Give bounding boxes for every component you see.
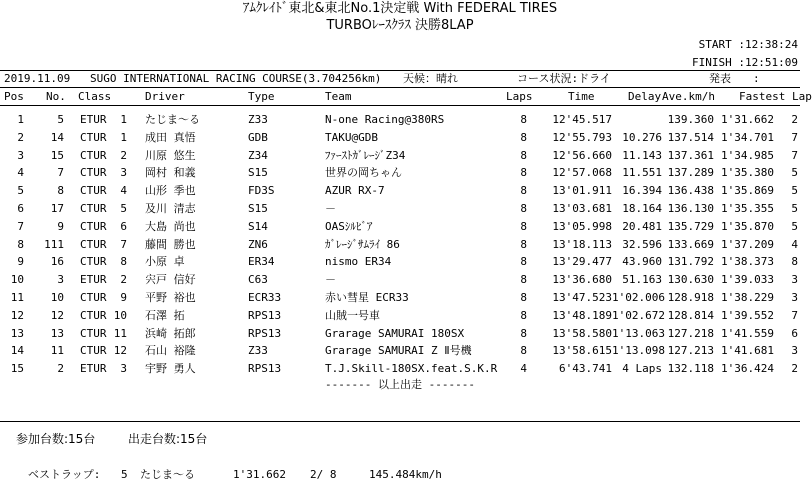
cell-no: 13: [50, 326, 64, 340]
finish-time: FINISH :12:51:09: [692, 56, 798, 69]
header-class: Class: [78, 90, 112, 103]
cell-fastest-lap: 2: [791, 113, 798, 126]
cell-driver: 山形 季也: [145, 184, 196, 198]
best-lap-driver: たじま～る: [140, 468, 195, 481]
cell-driver: 宇野 勇人: [145, 362, 196, 376]
cell-fastest-lap: 2: [791, 362, 798, 376]
cell-team: OASｼﾙﾋﾞｱ: [325, 219, 373, 233]
cell-fastest: 1'38.373: [721, 255, 774, 269]
cell-fastest: 1'41.681: [721, 344, 774, 358]
starters-count: 出走台数:15台: [128, 432, 208, 446]
cell-avg: 131.792: [667, 255, 714, 269]
cell-type: Z33: [248, 344, 268, 358]
cell-time: 13'03.681: [552, 202, 612, 215]
cell-avg: 127.213: [667, 344, 714, 358]
cell-class-pos: 10: [113, 308, 127, 322]
cell-fastest-lap: 4: [791, 237, 798, 251]
cell-time: 12'56.660: [552, 148, 612, 162]
cell-laps: 8: [520, 326, 527, 340]
cell-class-pos: 2: [120, 148, 127, 162]
cell-type: S15: [248, 166, 268, 180]
cell-fastest-lap: 7: [791, 148, 798, 162]
cell-team: 山賊一号車: [325, 308, 380, 322]
cell-laps: 8: [520, 344, 527, 358]
track-condition: コース状況:ドライ: [517, 72, 611, 85]
cell-type: ZN6: [248, 237, 268, 251]
cell-class-pos: 8: [120, 255, 127, 269]
cell-no: 15: [50, 148, 64, 162]
cell-fastest-lap: 5: [791, 184, 798, 198]
cell-laps: 8: [520, 308, 527, 322]
cell-delay: 11.143: [622, 148, 662, 162]
cell-driver: 川原 悠生: [145, 148, 196, 162]
cell-fastest-lap: 3: [791, 344, 798, 358]
cell-fastest-lap: 5: [791, 166, 798, 180]
cell-laps: 8: [520, 202, 527, 215]
cell-class: ETUR: [80, 273, 107, 287]
cell-driver: 浜崎 拓郎: [145, 326, 196, 340]
cell-no: 111: [44, 237, 64, 251]
cell-no: 14: [50, 130, 64, 144]
cell-no: 11: [50, 344, 64, 358]
cell-type: S14: [248, 219, 268, 233]
cell-time: 13'58.580: [552, 326, 612, 340]
cell-class-pos: 1: [120, 113, 127, 126]
cell-type: GDB: [248, 130, 268, 144]
cell-delay: 1'13.098: [612, 344, 665, 358]
cell-pos: 7: [17, 219, 24, 233]
cell-class: CTUR: [80, 291, 107, 304]
cell-class: CTUR: [80, 202, 107, 215]
cell-class: CTUR: [80, 166, 107, 180]
cell-avg: 137.361: [667, 148, 714, 162]
cell-type: ECR33: [248, 291, 282, 304]
cell-time: 13'48.189: [552, 308, 612, 322]
cell-time: 13'29.477: [552, 255, 612, 269]
race-subtitle: TURBOﾚｰｽｸﾗｽ 決勝8LAP: [326, 18, 474, 33]
cell-no: 5: [57, 113, 64, 126]
cell-delay: 20.481: [622, 219, 662, 233]
cell-delay: 11.551: [622, 166, 662, 180]
cell-no: 12: [50, 308, 64, 322]
cell-fastest-lap: 7: [791, 308, 798, 322]
cell-class: CTUR: [80, 148, 107, 162]
cell-class-pos: 4: [120, 184, 127, 198]
cell-team: nismo ER34: [325, 255, 392, 269]
cell-time: 13'36.680: [552, 273, 612, 287]
cell-class-pos: 3: [120, 362, 127, 376]
race-title: ｱﾑｸﾚｲﾄﾞ東北&東北No.1決定戦 With FEDERAL TIRES: [242, 1, 558, 16]
cell-team: T.J.Skill-180SX.feat.S.K.R: [325, 362, 498, 376]
best-lap-speed: 145.484km/h: [369, 468, 442, 481]
cell-fastest-lap: 7: [791, 130, 798, 144]
cell-no: 7: [57, 166, 64, 180]
cell-avg: 136.438: [667, 184, 714, 198]
cell-pos: 13: [10, 326, 24, 340]
header-avg: Ave.km/h: [662, 90, 715, 103]
cell-laps: 8: [520, 255, 527, 269]
cell-team: ﾌｧｰｽﾄｶﾞﾚｰｼﾞZ34: [325, 148, 406, 162]
cell-avg: 135.729: [667, 219, 714, 233]
cell-avg: 133.669: [667, 237, 714, 251]
cell-class-pos: 9: [120, 291, 127, 304]
cell-time: 12'55.793: [552, 130, 612, 144]
cell-no: 8: [57, 184, 64, 198]
cell-driver: 平野 裕也: [145, 291, 196, 304]
cell-type: C63: [248, 273, 268, 287]
cell-fastest-lap: 3: [791, 273, 798, 287]
race-date: 2019.11.09: [4, 72, 71, 85]
cell-pos: 15: [10, 362, 24, 376]
best-lap-no: 5: [121, 468, 128, 481]
cell-time: 6'43.741: [559, 362, 612, 376]
cell-fastest-lap: 3: [791, 291, 798, 304]
cell-type: Z34: [248, 148, 268, 162]
cell-class-pos: 1: [120, 130, 127, 144]
cell-type: RPS13: [248, 362, 282, 376]
divider: [0, 70, 800, 71]
cell-pos: 6: [17, 202, 24, 215]
cell-team: －: [325, 273, 336, 287]
cell-type: FD3S: [248, 184, 275, 198]
cell-no: 16: [50, 255, 64, 269]
cell-laps: 4: [520, 362, 527, 376]
cell-driver: 石山 裕隆: [145, 344, 196, 358]
cell-fastest-lap: 5: [791, 219, 798, 233]
cell-driver: 大島 尚也: [145, 219, 196, 233]
cell-delay: 4 Laps: [622, 362, 662, 376]
cell-no: 9: [57, 219, 64, 233]
cell-delay: 1'02.672: [612, 308, 665, 322]
cell-avg: 132.118: [667, 362, 714, 376]
cell-class: CTUR: [80, 130, 107, 144]
cell-avg: 128.814: [667, 308, 714, 322]
cell-class: CTUR: [80, 219, 107, 233]
cell-laps: 8: [520, 166, 527, 180]
cell-pos: 10: [10, 273, 24, 287]
cell-team: 赤い彗星 ECR33: [325, 291, 409, 304]
cell-team: Grarage SAMURAI Z Ⅱ号機: [325, 344, 472, 358]
cell-class: CTUR: [80, 255, 107, 269]
cell-fastest: 1'38.229: [721, 291, 774, 304]
cell-delay: 51.163: [622, 273, 662, 287]
cell-class-pos: 11: [113, 326, 127, 340]
cell-team: AZUR RX-7: [325, 184, 385, 198]
cell-avg: 137.514: [667, 130, 714, 144]
cell-type: S15: [248, 202, 268, 215]
cell-laps: 8: [520, 219, 527, 233]
cell-avg: 139.360: [667, 113, 714, 126]
cell-pos: 12: [10, 308, 24, 322]
cell-driver: 及川 清志: [145, 202, 196, 215]
cell-class-pos: 5: [120, 202, 127, 215]
cell-laps: 8: [520, 184, 527, 198]
cell-time: 13'01.911: [552, 184, 612, 198]
cell-avg: 136.130: [667, 202, 714, 215]
cell-laps: 8: [520, 291, 527, 304]
cell-pos: 9: [17, 255, 24, 269]
cell-fastest: 1'39.552: [721, 308, 774, 322]
cell-class: CTUR: [80, 184, 107, 198]
cell-laps: 8: [520, 237, 527, 251]
cell-class-pos: 2: [120, 273, 127, 287]
cell-class: CTUR: [80, 326, 107, 340]
header-delay: Delay: [628, 90, 662, 103]
cell-fastest: 1'36.424: [721, 362, 774, 376]
cell-class: ETUR: [80, 362, 107, 376]
cell-fastest: 1'35.355: [721, 202, 774, 215]
cell-driver: 成田 真悟: [145, 130, 196, 144]
cell-fastest: 1'35.380: [721, 166, 774, 180]
cell-pos: 8: [17, 237, 24, 251]
cell-fastest: 1'31.662: [721, 113, 774, 126]
cell-laps: 8: [520, 130, 527, 144]
cell-class-pos: 12: [113, 344, 127, 358]
cell-fastest: 1'35.869: [721, 184, 774, 198]
cell-delay: 18.164: [622, 202, 662, 215]
cell-fastest: 1'34.701: [721, 130, 774, 144]
weather: 天候：晴れ: [403, 72, 458, 85]
cell-team: Grarage SAMURAI 180SX: [325, 326, 465, 340]
cell-class-pos: 6: [120, 219, 127, 233]
cell-fastest: 1'37.209: [721, 237, 774, 251]
cell-class-pos: 7: [120, 237, 127, 251]
cell-delay: 1'13.063: [612, 326, 665, 340]
cell-laps: 8: [520, 148, 527, 162]
cell-fastest-lap: 6: [791, 326, 798, 340]
cell-fastest: 1'41.559: [721, 326, 774, 340]
cell-no: 2: [57, 362, 64, 376]
cell-avg: 137.289: [667, 166, 714, 180]
divider: [0, 105, 800, 106]
end-marker: ------- 以上出走 -------: [325, 378, 475, 391]
cell-laps: 8: [520, 273, 527, 287]
cell-type: ER34: [248, 255, 275, 269]
header-time: Time: [568, 90, 595, 103]
cell-delay: 1'02.006: [612, 291, 665, 304]
header-fastest: Fastest Lap: [739, 90, 812, 103]
cell-pos: 5: [17, 184, 24, 198]
cell-class: CTUR: [80, 237, 107, 251]
cell-class: ETUR: [80, 113, 107, 126]
cell-driver: 石澤 拓: [145, 308, 185, 322]
cell-pos: 4: [17, 166, 24, 180]
cell-pos: 1: [17, 113, 24, 126]
cell-no: 10: [50, 291, 64, 304]
cell-delay: 43.960: [622, 255, 662, 269]
cell-laps: 8: [520, 113, 527, 126]
cell-avg: 128.918: [667, 291, 714, 304]
best-lap-time: 1'31.662: [233, 468, 286, 481]
cell-time: 12'57.068: [552, 166, 612, 180]
cell-fastest: 1'35.870: [721, 219, 774, 233]
cell-driver: 宍戸 信好: [145, 273, 196, 287]
cell-fastest: 1'39.033: [721, 273, 774, 287]
course-name: SUGO INTERNATIONAL RACING COURSE(3.704256km): [90, 72, 382, 85]
divider: [0, 421, 800, 422]
cell-driver: たじま～る: [145, 113, 200, 126]
cell-team: ｶﾞﾚｰｼﾞｻﾑﾗｲ 86: [325, 237, 400, 251]
cell-driver: 岡村 和義: [145, 166, 196, 180]
cell-time: 13'58.615: [552, 344, 612, 358]
header-no: No.: [46, 90, 66, 103]
cell-delay: 10.276: [622, 130, 662, 144]
cell-class: CTUR: [80, 308, 107, 322]
cell-time: 13'05.998: [552, 219, 612, 233]
cell-pos: 14: [10, 344, 24, 358]
cell-avg: 127.218: [667, 326, 714, 340]
cell-time: 13'47.523: [552, 291, 612, 304]
cell-time: 13'18.113: [552, 237, 612, 251]
cell-driver: 小原 卓: [145, 255, 185, 269]
cell-time: 12'45.517: [552, 113, 612, 126]
cell-team: 世界の岡ちゃん: [325, 166, 402, 180]
cell-type: Z33: [248, 113, 268, 126]
cell-delay: 16.394: [622, 184, 662, 198]
start-time: START :12:38:24: [698, 38, 798, 51]
header-team: Team: [325, 90, 352, 103]
entries-count: 参加台数:15台: [16, 432, 96, 446]
cell-pos: 2: [17, 130, 24, 144]
cell-driver: 藤間 勝也: [145, 237, 196, 251]
best-lap-label: ベストラップ:: [28, 468, 101, 481]
cell-team: －: [325, 202, 336, 215]
cell-no: 3: [57, 273, 64, 287]
cell-pos: 11: [10, 291, 24, 304]
cell-fastest-lap: 5: [791, 202, 798, 215]
cell-pos: 3: [17, 148, 24, 162]
best-lap-lap: 2/ 8: [310, 468, 337, 481]
header-type: Type: [248, 90, 275, 103]
header-laps: Laps: [506, 90, 533, 103]
cell-no: 17: [50, 202, 64, 215]
cell-type: RPS13: [248, 308, 282, 322]
cell-type: RPS13: [248, 326, 282, 340]
cell-fastest-lap: 8: [791, 255, 798, 269]
divider: [0, 87, 800, 88]
cell-team: TAKU@GDB: [325, 130, 378, 144]
cell-class-pos: 3: [120, 166, 127, 180]
header-driver: Driver: [145, 90, 185, 103]
announce-label: 発表 :: [709, 72, 760, 85]
header-pos: Pos: [4, 90, 24, 103]
cell-fastest: 1'34.985: [721, 148, 774, 162]
cell-class: CTUR: [80, 344, 107, 358]
cell-delay: 32.596: [622, 237, 662, 251]
cell-team: N-one Racing@380RS: [325, 113, 445, 126]
cell-avg: 130.630: [667, 273, 714, 287]
